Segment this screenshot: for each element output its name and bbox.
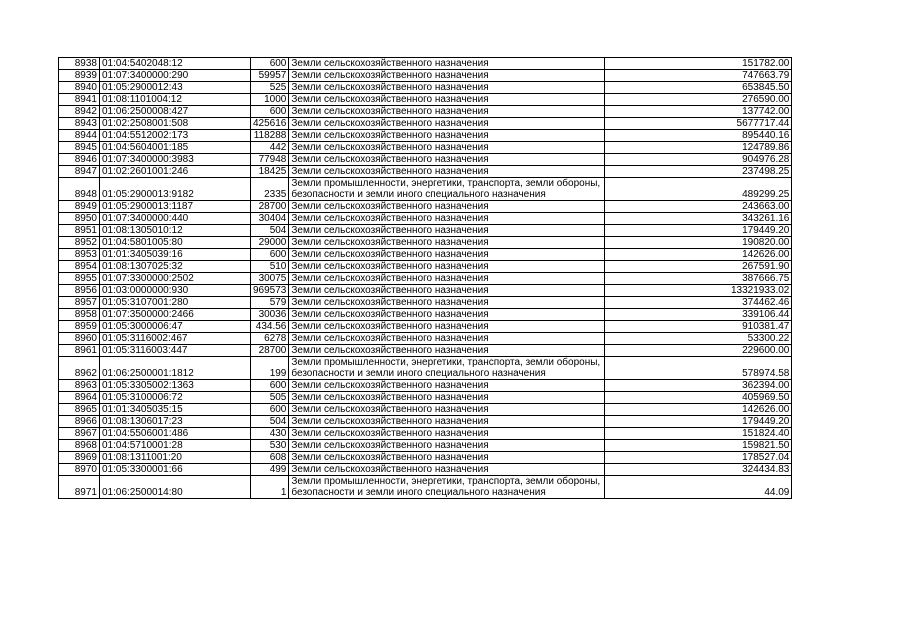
area-cell: 77948 (251, 154, 289, 166)
cadastral-number-cell: 01:06:2500014:80 (100, 476, 251, 499)
cadastral-number-cell: 01:01:3405039:16 (100, 249, 251, 261)
cadastral-value-cell: 142626.00 (605, 404, 792, 416)
land-category-cell: Земли сельскохозяйственного назначения (289, 166, 605, 178)
cadastral-number-cell: 01:04:5710001:28 (100, 440, 251, 452)
land-category-cell: Земли сельскохозяйственного назначения (289, 118, 605, 130)
row-number-cell: 8970 (59, 464, 100, 476)
cadastral-value-cell: 5677717.44 (605, 118, 792, 130)
cadastral-value-cell: 190820.00 (605, 237, 792, 249)
cadastral-value-cell: 362394.00 (605, 380, 792, 392)
cadastral-number-cell: 01:04:5604001:185 (100, 142, 251, 154)
land-category-cell: Земли сельскохозяйственного назначения (289, 345, 605, 357)
land-category-cell: Земли сельскохозяйственного назначения (289, 321, 605, 333)
area-cell: 499 (251, 464, 289, 476)
land-category-cell: Земли сельскохозяйственного назначения (289, 201, 605, 213)
table-row (59, 154, 792, 166)
cadastral-value-cell: 489299.25 (605, 178, 792, 201)
row-number-cell: 8966 (59, 416, 100, 428)
cadastral-number-cell: 01:02:2601001:246 (100, 166, 251, 178)
row-number-cell: 8953 (59, 249, 100, 261)
land-category-cell: Земли сельскохозяйственного назначения (289, 440, 605, 452)
area-cell: 430 (251, 428, 289, 440)
table-row (59, 392, 792, 404)
table-row (59, 380, 792, 392)
area-cell: 504 (251, 225, 289, 237)
area-cell: 30036 (251, 309, 289, 321)
area-cell: 18425 (251, 166, 289, 178)
cadastral-value-cell: 229600.00 (605, 345, 792, 357)
row-number-cell: 8968 (59, 440, 100, 452)
cadastral-number-cell: 01:06:2500008:427 (100, 106, 251, 118)
area-cell: 2335 (251, 178, 289, 201)
land-category-cell: Земли сельскохозяйственного назначения (289, 213, 605, 225)
land-category-cell: Земли промышленности, энергетики, транспорта, земли обороны, безопасности и земли иного специального назначения (289, 178, 605, 201)
cadastral-number-cell: 01:05:3116002:467 (100, 333, 251, 345)
row-number-cell: 8965 (59, 404, 100, 416)
area-cell: 600 (251, 106, 289, 118)
cadastral-value-cell: 13321933.02 (605, 285, 792, 297)
cadastral-value-cell: 179449.20 (605, 416, 792, 428)
land-category-cell: Земли сельскохозяйственного назначения (289, 297, 605, 309)
table-row (59, 416, 792, 428)
area-cell: 600 (251, 380, 289, 392)
land-category-cell: Земли сельскохозяйственного назначения (289, 225, 605, 237)
area-cell: 504 (251, 416, 289, 428)
table-row (59, 428, 792, 440)
table-row (59, 309, 792, 321)
area-cell: 118288 (251, 130, 289, 142)
table-row (59, 201, 792, 213)
cadastral-number-cell: 01:07:3400000:440 (100, 213, 251, 225)
table-body (59, 58, 792, 499)
cadastral-number-cell: 01:03:0000000:930 (100, 285, 251, 297)
cadastral-number-cell: 01:01:3405035:15 (100, 404, 251, 416)
row-number-cell: 8940 (59, 82, 100, 94)
table-row (59, 452, 792, 464)
cadastral-number-cell: 01:05:3300001:66 (100, 464, 251, 476)
cadastral-number-cell: 01:08:1101004:12 (100, 94, 251, 106)
row-number-cell: 8939 (59, 70, 100, 82)
cadastral-number-cell: 01:05:2900013:1187 (100, 201, 251, 213)
cadastral-value-cell: 910381.47 (605, 321, 792, 333)
table-row (59, 404, 792, 416)
row-number-cell: 8958 (59, 309, 100, 321)
land-category-cell: Земли сельскохозяйственного назначения (289, 130, 605, 142)
row-number-cell: 8962 (59, 357, 100, 380)
row-number-cell: 8946 (59, 154, 100, 166)
table-row (59, 213, 792, 225)
area-cell: 199 (251, 357, 289, 380)
table-row (59, 70, 792, 82)
cadastral-number-cell: 01:08:1307025:32 (100, 261, 251, 273)
table-row (59, 345, 792, 357)
cadastral-number-cell: 01:08:1306017:23 (100, 416, 251, 428)
table-row (59, 142, 792, 154)
table-row (59, 273, 792, 285)
cadastral-number-cell: 01:04:5512002:173 (100, 130, 251, 142)
table-row (59, 106, 792, 118)
row-number-cell: 8950 (59, 213, 100, 225)
row-number-cell: 8949 (59, 201, 100, 213)
table-row (59, 285, 792, 297)
table-row (59, 237, 792, 249)
area-cell: 969573 (251, 285, 289, 297)
land-category-cell: Земли сельскохозяйственного назначения (289, 94, 605, 106)
land-category-cell: Земли сельскохозяйственного назначения (289, 333, 605, 345)
land-category-cell: Земли сельскохозяйственного назначения (289, 58, 605, 70)
table-row (59, 464, 792, 476)
row-number-cell: 8964 (59, 392, 100, 404)
row-number-cell: 8947 (59, 166, 100, 178)
cadastral-number-cell: 01:05:3107001:280 (100, 297, 251, 309)
land-category-cell: Земли сельскохозяйственного назначения (289, 142, 605, 154)
land-category-cell: Земли сельскохозяйственного назначения (289, 452, 605, 464)
row-number-cell: 8955 (59, 273, 100, 285)
area-cell: 434.56 (251, 321, 289, 333)
area-cell: 600 (251, 58, 289, 70)
row-number-cell: 8960 (59, 333, 100, 345)
land-category-cell: Земли сельскохозяйственного назначения (289, 380, 605, 392)
cadastral-number-cell: 01:05:3100006:72 (100, 392, 251, 404)
row-number-cell: 8948 (59, 178, 100, 201)
land-category-cell: Земли сельскохозяйственного назначения (289, 285, 605, 297)
area-cell: 29000 (251, 237, 289, 249)
cadastral-value-cell: 243663.00 (605, 201, 792, 213)
area-cell: 30404 (251, 213, 289, 225)
table-row (59, 440, 792, 452)
land-category-cell: Земли сельскохозяйственного назначения (289, 261, 605, 273)
table-row (59, 178, 792, 201)
cadastral-value-cell: 387666.75 (605, 273, 792, 285)
table-row (59, 357, 792, 380)
area-cell: 1 (251, 476, 289, 499)
cadastral-value-cell: 137742.00 (605, 106, 792, 118)
area-cell: 425616 (251, 118, 289, 130)
row-number-cell: 8938 (59, 58, 100, 70)
table-row (59, 130, 792, 142)
cadastral-value-cell: 179449.20 (605, 225, 792, 237)
row-number-cell: 8943 (59, 118, 100, 130)
cadastral-number-cell: 01:08:1311001:20 (100, 452, 251, 464)
area-cell: 6278 (251, 333, 289, 345)
cadastral-value-cell: 653845.50 (605, 82, 792, 94)
row-number-cell: 8957 (59, 297, 100, 309)
table-row (59, 82, 792, 94)
table-row (59, 261, 792, 273)
row-number-cell: 8954 (59, 261, 100, 273)
cadastral-number-cell: 01:05:2900013:9182 (100, 178, 251, 201)
land-category-cell: Земли сельскохозяйственного назначения (289, 237, 605, 249)
land-category-cell: Земли сельскохозяйственного назначения (289, 309, 605, 321)
land-category-cell: Земли сельскохозяйственного назначения (289, 273, 605, 285)
area-cell: 600 (251, 249, 289, 261)
table-row (59, 94, 792, 106)
row-number-cell: 8971 (59, 476, 100, 499)
cadastral-number-cell: 01:07:3400000:3983 (100, 154, 251, 166)
area-cell: 600 (251, 404, 289, 416)
land-category-cell: Земли промышленности, энергетики, транспорта, земли обороны, безопасности и земли иного специального назначения (289, 476, 605, 499)
land-category-cell: Земли сельскохозяйственного назначения (289, 106, 605, 118)
cadastral-value-cell: 124789.86 (605, 142, 792, 154)
cadastral-value-cell: 276590.00 (605, 94, 792, 106)
cadastral-number-cell: 01:04:5506001:486 (100, 428, 251, 440)
area-cell: 28700 (251, 201, 289, 213)
area-cell: 530 (251, 440, 289, 452)
cadastral-value-cell: 343261.16 (605, 213, 792, 225)
cadastral-number-cell: 01:08:1305010:12 (100, 225, 251, 237)
cadastral-number-cell: 01:07:3400000:290 (100, 70, 251, 82)
land-category-cell: Земли сельскохозяйственного назначения (289, 428, 605, 440)
cadastral-value-cell: 374462.46 (605, 297, 792, 309)
table-row (59, 297, 792, 309)
cadastral-value-cell: 324434.83 (605, 464, 792, 476)
area-cell: 1000 (251, 94, 289, 106)
row-number-cell: 8944 (59, 130, 100, 142)
land-category-cell: Земли сельскохозяйственного назначения (289, 404, 605, 416)
cadastral-number-cell: 01:05:3116003:447 (100, 345, 251, 357)
cadastral-value-cell: 405969.50 (605, 392, 792, 404)
table-row (59, 476, 792, 499)
land-category-cell: Земли промышленности, энергетики, транспорта, земли обороны, безопасности и земли иного специального назначения (289, 357, 605, 380)
area-cell: 505 (251, 392, 289, 404)
area-cell: 525 (251, 82, 289, 94)
row-number-cell: 8942 (59, 106, 100, 118)
cadastral-number-cell: 01:07:3300000:2502 (100, 273, 251, 285)
row-number-cell: 8951 (59, 225, 100, 237)
area-cell: 28700 (251, 345, 289, 357)
cadastral-value-cell: 44.09 (605, 476, 792, 499)
cadastral-number-cell: 01:05:3305002:1363 (100, 380, 251, 392)
land-category-cell: Земли сельскохозяйственного назначения (289, 70, 605, 82)
row-number-cell: 8945 (59, 142, 100, 154)
row-number-cell: 8956 (59, 285, 100, 297)
table-row (59, 166, 792, 178)
land-category-cell: Земли сельскохозяйственного назначения (289, 154, 605, 166)
cadastral-value-cell: 237498.25 (605, 166, 792, 178)
cadastral-value-cell: 142626.00 (605, 249, 792, 261)
cadastral-value-cell: 339106.44 (605, 309, 792, 321)
row-number-cell: 8967 (59, 428, 100, 440)
row-number-cell: 8961 (59, 345, 100, 357)
area-cell: 442 (251, 142, 289, 154)
cadastral-number-cell: 01:06:2500001:1812 (100, 357, 251, 380)
table-row (59, 249, 792, 261)
cadastral-number-cell: 01:07:3500000:2466 (100, 309, 251, 321)
cadastral-number-cell: 01:05:2900012:43 (100, 82, 251, 94)
cadastral-value-cell: 267591.90 (605, 261, 792, 273)
cadastral-value-cell: 578974.58 (605, 357, 792, 380)
row-number-cell: 8963 (59, 380, 100, 392)
land-category-cell: Земли сельскохозяйственного назначения (289, 464, 605, 476)
area-cell: 608 (251, 452, 289, 464)
land-plots-table (58, 57, 792, 499)
cadastral-number-cell: 01:02:2508001:508 (100, 118, 251, 130)
cadastral-number-cell: 01:05:3000006:47 (100, 321, 251, 333)
land-category-cell: Земли сельскохозяйственного назначения (289, 416, 605, 428)
table-row (59, 333, 792, 345)
cadastral-value-cell: 151824.40 (605, 428, 792, 440)
row-number-cell: 8952 (59, 237, 100, 249)
row-number-cell: 8959 (59, 321, 100, 333)
cadastral-value-cell: 53300.22 (605, 333, 792, 345)
row-number-cell: 8941 (59, 94, 100, 106)
cadastral-value-cell: 159821.50 (605, 440, 792, 452)
area-cell: 579 (251, 297, 289, 309)
table-row (59, 321, 792, 333)
table-row (59, 225, 792, 237)
land-category-cell: Земли сельскохозяйственного назначения (289, 82, 605, 94)
table-row (59, 118, 792, 130)
area-cell: 59957 (251, 70, 289, 82)
row-number-cell: 8969 (59, 452, 100, 464)
land-category-cell: Земли сельскохозяйственного назначения (289, 392, 605, 404)
cadastral-value-cell: 904976.28 (605, 154, 792, 166)
cadastral-value-cell: 178527.04 (605, 452, 792, 464)
table-row (59, 58, 792, 70)
cadastral-value-cell: 151782.00 (605, 58, 792, 70)
area-cell: 510 (251, 261, 289, 273)
land-category-cell: Земли сельскохозяйственного назначения (289, 249, 605, 261)
cadastral-value-cell: 895440.16 (605, 130, 792, 142)
cadastral-value-cell: 747663.79 (605, 70, 792, 82)
cadastral-number-cell: 01:04:5402048:12 (100, 58, 251, 70)
area-cell: 30075 (251, 273, 289, 285)
cadastral-number-cell: 01:04:5801005:80 (100, 237, 251, 249)
